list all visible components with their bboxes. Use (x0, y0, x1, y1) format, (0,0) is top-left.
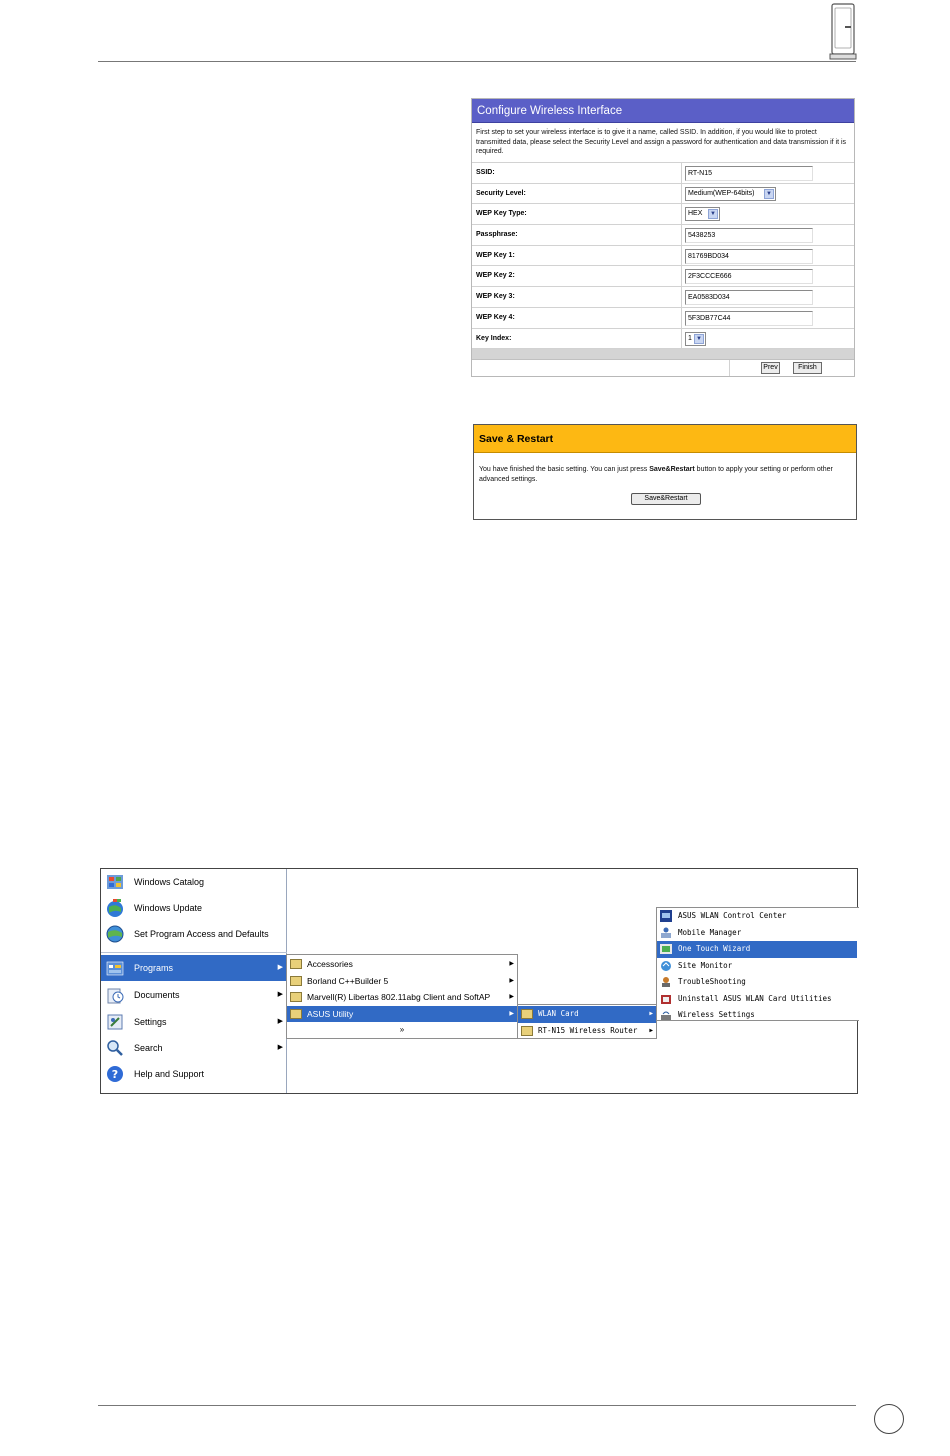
menu-item-programs[interactable]: Programs ▶ (101, 955, 286, 981)
passphrase-row (472, 225, 854, 246)
site-monitor-icon (660, 960, 672, 972)
menu-item-windows-update[interactable]: Windows Update (101, 895, 286, 921)
chevron-right-icon: ▶ (509, 994, 514, 1000)
troubleshooting-icon (660, 976, 672, 988)
svg-text:?: ? (111, 1068, 119, 1081)
panel-separator-bar (472, 349, 854, 360)
folder-icon (521, 1026, 533, 1036)
windows-catalog-icon (105, 872, 125, 892)
submenu-item-troubleshooting[interactable]: TroubleShooting (657, 974, 857, 991)
wep-key-3-input[interactable]: EA0583D034 (685, 290, 813, 305)
security-level-row (472, 184, 854, 205)
page-number-circle (874, 1404, 904, 1434)
chevron-right-icon: ▶ (277, 991, 283, 998)
wep-key-2-label: WEP Key 2: (476, 272, 515, 280)
control-center-icon (660, 910, 672, 922)
panel-footer (472, 360, 854, 376)
finish-button[interactable]: Finish (793, 362, 822, 374)
save-restart-button[interactable]: Save&Restart (631, 493, 701, 505)
ssid-label: SSID: (476, 169, 495, 176)
save-restart-title: Save & Restart (474, 425, 856, 453)
wep-key-type-label: WEP Key Type: (476, 210, 527, 218)
menu-item-settings[interactable]: Settings ▶ (101, 1009, 286, 1035)
wep-key-4-label: WEP Key 4: (476, 313, 515, 321)
chevron-right-icon: ▶ (509, 977, 514, 984)
submenu-item-uninstall[interactable]: Uninstall ASUS WLAN Card Utilities (657, 991, 857, 1008)
programs-icon (105, 958, 125, 978)
key-index-label: Key Index: (476, 334, 512, 342)
panel-title: Configure Wireless Interface (472, 99, 854, 123)
wep-key-1-label: WEP Key 1: (476, 251, 515, 259)
wep-key-1-input[interactable]: 81769BD034 (685, 249, 813, 264)
menu-item-windows-catalog[interactable]: Windows Catalog (101, 869, 286, 895)
footer-rule (98, 1405, 856, 1406)
wep-key-2-row (472, 266, 854, 287)
passphrase-input[interactable]: 5438253 (685, 228, 813, 243)
folder-icon (290, 959, 302, 969)
submenu-item-rt-n15[interactable]: RT-N15 Wireless Router ▶ (518, 1023, 656, 1040)
save-restart-message: You have finished the basic setting. You can just press Save&Restart button to apply your setting or perform other advanced settings. (479, 466, 833, 483)
submenu-item-site-monitor[interactable]: Site Monitor (657, 958, 857, 975)
wizard-icon (660, 943, 672, 955)
panel-description: First step to set your wireless interface is to give it a name, called SSID. In addition, if you would like to protect transmitted data, please select the Security Level and assign a password for authentication and data transmission if it is required. (472, 123, 854, 163)
folder-icon (290, 1009, 302, 1019)
uninstall-icon (660, 993, 672, 1005)
wep-key-4-row (472, 308, 854, 329)
ssid-input[interactable]: RT-N15 (685, 166, 813, 181)
submenu-item-borland[interactable]: Borland C++Builder 5 ▶ (287, 973, 517, 990)
mobile-manager-icon (660, 927, 672, 939)
wep-key-type-select[interactable]: HEX ▼ (685, 207, 720, 221)
search-icon (105, 1038, 125, 1058)
start-menu-left-pane (101, 869, 287, 1093)
submenu-item-wlan-card[interactable]: WLAN Card ▶ (518, 1006, 656, 1023)
submenu-item-marvell[interactable]: Marvell(R) Libertas 802.11abg Client and SoftAP ▶ (287, 989, 517, 1006)
chevron-down-icon: ▼ (764, 189, 774, 199)
security-level-select[interactable]: Medium(WEP-64bits) ▼ (685, 187, 776, 201)
menu-item-help-and-support[interactable]: ? Help and Support (101, 1061, 286, 1087)
wireless-settings-icon (660, 1009, 672, 1021)
chevron-right-icon: ▶ (509, 1010, 514, 1017)
submenu-item-asus-utility[interactable]: ASUS Utility ▶ (287, 1006, 517, 1023)
chevron-right-icon: ▶ (277, 964, 283, 971)
passphrase-label: Passphrase: (476, 231, 518, 239)
wlan-card-submenu (656, 907, 859, 1021)
wep-key-1-row (472, 246, 854, 267)
menu-item-documents[interactable]: Documents ▶ (101, 982, 286, 1008)
menu-item-search[interactable]: Search ▶ (101, 1035, 286, 1061)
submenu-item-mobile-manager[interactable]: Mobile Manager (657, 925, 857, 942)
menu-separator (101, 952, 287, 953)
submenu-item-one-touch-wizard[interactable]: One Touch Wizard (657, 941, 857, 958)
wep-key-4-input[interactable]: 5F3DB77C44 (685, 311, 813, 326)
wep-key-type-row (472, 204, 854, 225)
wep-key-3-row (472, 287, 854, 308)
chevron-right-icon: ▶ (277, 1018, 283, 1025)
folder-icon (290, 976, 302, 986)
submenu-item-wireless-settings[interactable]: Wireless Settings (657, 1007, 857, 1021)
folder-icon (521, 1009, 533, 1019)
ssid-row (472, 163, 854, 184)
folder-icon (290, 992, 302, 1002)
configure-wireless-panel (471, 98, 855, 377)
help-icon (105, 1064, 125, 1084)
expand-menu-chevron-icon[interactable]: » (399, 1025, 405, 1034)
settings-icon (105, 1012, 125, 1032)
chevron-right-icon: ▶ (277, 1044, 283, 1051)
chevron-right-icon: ▶ (509, 961, 514, 967)
start-menu-screenshot (100, 868, 858, 1094)
key-index-row (472, 329, 854, 350)
submenu-item-wlan-control-center[interactable]: ASUS WLAN Control Center (657, 908, 857, 925)
wep-key-3-label: WEP Key 3: (476, 293, 515, 301)
program-access-globe-icon (105, 924, 125, 944)
menu-item-set-program-access[interactable]: Set Program Access and Defaults (101, 921, 286, 947)
prev-button[interactable]: Prev (761, 362, 780, 374)
save-restart-panel (473, 424, 857, 520)
chevron-right-icon: ▶ (649, 1026, 653, 1034)
wep-key-2-input[interactable]: 2F3CCCE666 (685, 269, 813, 284)
chevron-down-icon: ▼ (708, 209, 718, 219)
router-device-icon (826, 2, 860, 62)
programs-submenu (286, 954, 518, 1039)
key-index-select[interactable]: 1 ▼ (685, 332, 706, 346)
documents-icon (105, 985, 125, 1005)
header-rule (98, 61, 856, 62)
chevron-right-icon: ▶ (649, 1010, 653, 1017)
asus-utility-submenu (517, 1004, 657, 1039)
chevron-down-icon: ▼ (694, 334, 704, 344)
security-level-label: Security Level: (476, 189, 526, 197)
windows-update-globe-icon (105, 898, 125, 918)
submenu-item-accessories[interactable]: Accessories ▶ (287, 956, 517, 973)
